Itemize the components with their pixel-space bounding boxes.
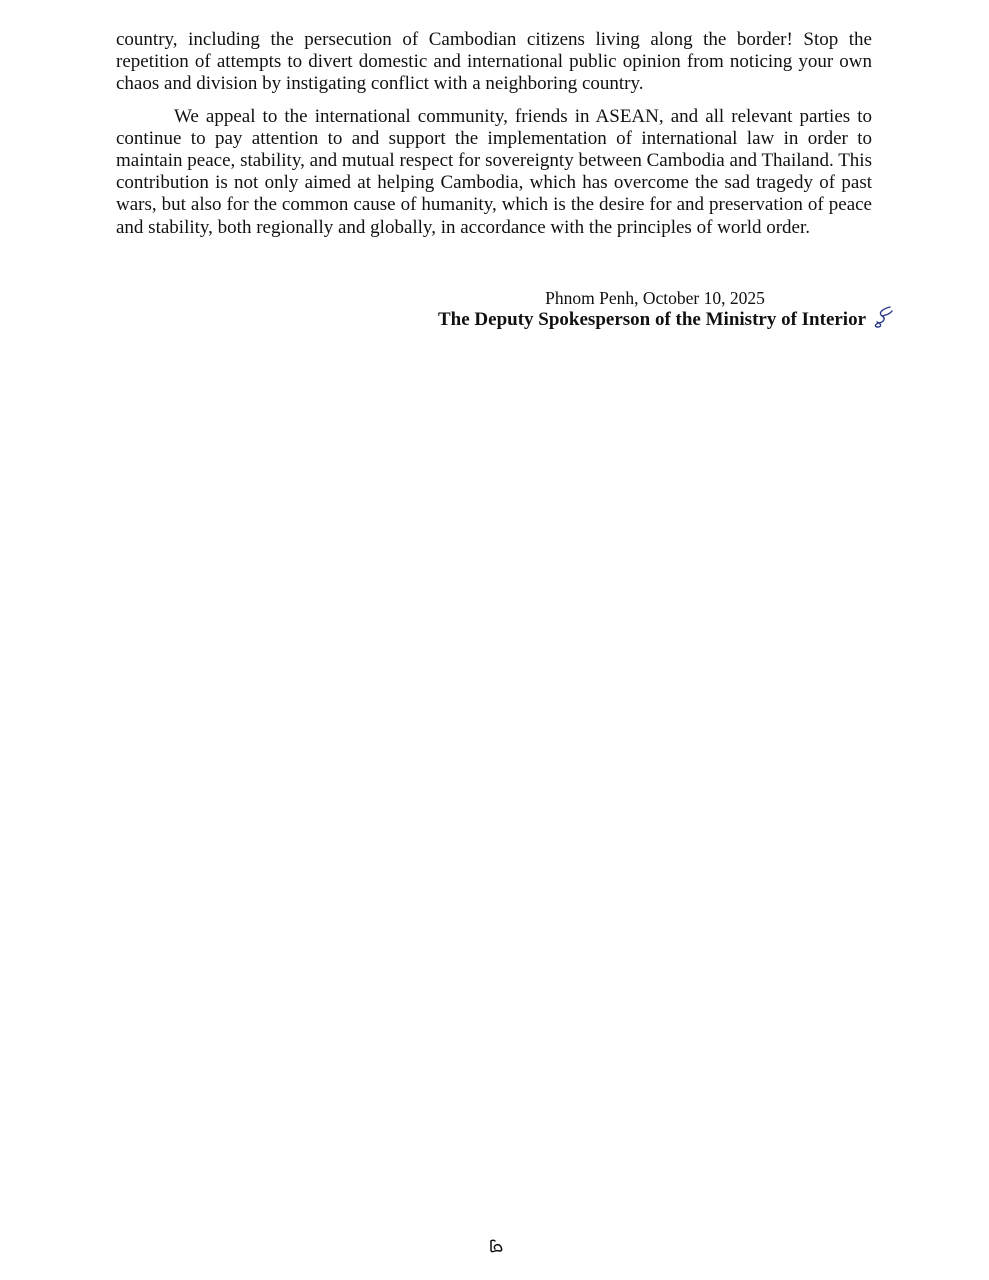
paragraph-appeal: We appeal to the international community, friends in ASEAN, and all relevant parties to continue to pay attention to and support the implementation of international law in order to maintain peace, stability, and mutual respect for sovereignty between Cambodia and Thailand. This contribution is not only aimed at helping Cambodia, which has overcome the sad tragedy of past wars, but also for the common cause of humanity, which is the desire for and preservation of peace and stability, both regionally and globally, in accordance with the principles of world order. xyxy=(116,105,872,238)
place-date: Phnom Penh, October 10, 2025 xyxy=(545,288,765,308)
signatory-title: The Deputy Spokesperson of the Ministry of Interior xyxy=(438,309,867,330)
document-body xyxy=(116,29,872,239)
signature-icon xyxy=(872,305,894,329)
paragraph-continuation: country, including the persecution of Cambodian citizens living along the border! Stop the repetition of attempts to divert domestic and international public opinion from noticing your own chaos and division by instigating conflict with a neighboring country. xyxy=(116,29,872,95)
page-number-icon xyxy=(488,1238,504,1254)
